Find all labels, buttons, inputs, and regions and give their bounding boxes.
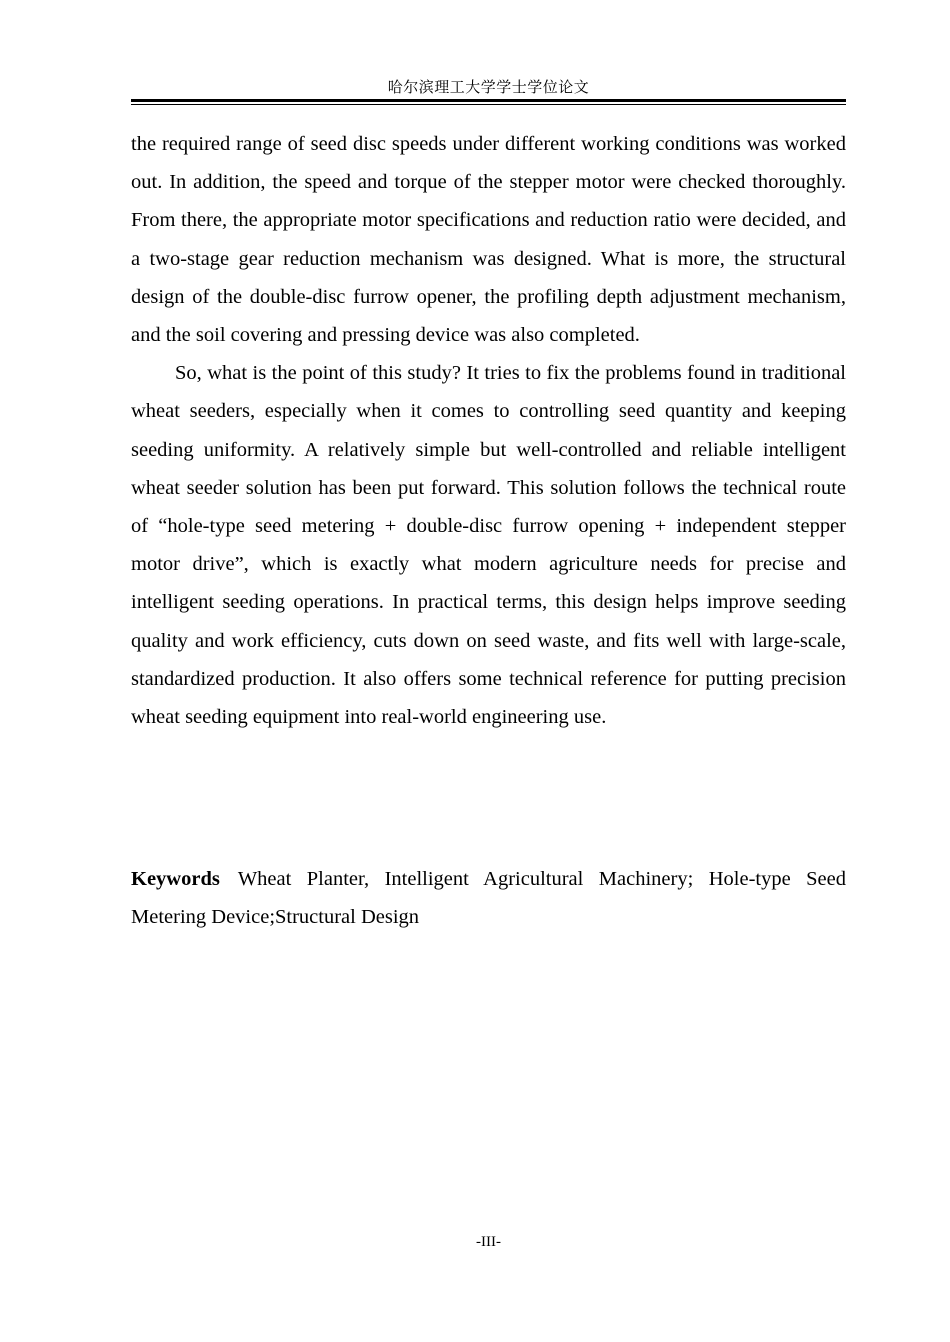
header-rule-thick xyxy=(131,99,846,102)
header-rule-thin xyxy=(131,104,846,105)
keywords-label: Keywords xyxy=(131,868,220,890)
keywords-text: Wheat Planter, Intelligent Agricultural Machinery; Hole-type Seed Metering Device;Structural Design xyxy=(131,868,846,929)
running-header: 哈尔滨理工大学学士学位论文 xyxy=(387,80,590,96)
abstract-body xyxy=(131,125,846,736)
page-number: -III- xyxy=(476,1234,501,1250)
paragraph-continuation: the required range of seed disc speeds under different working conditions was worked out. In addition, the speed and torque of the stepper motor were checked thoroughly. From there, the appropriate motor specifications and reduction ratio were decided, and a two-stage gear reduction mechanism was designed. What is more, the structural design of the double-disc furrow opener, the profiling depth adjustment mechanism, and the soil covering and pressing device was also completed. xyxy=(131,133,846,347)
keywords-line xyxy=(131,860,846,936)
paragraph-significance: So, what is the point of this study? It tries to fix the problems found in traditional wheat seeders, especially when it comes to controlling seed quantity and keeping seeding uniformity. A relatively simple but well-controlled and reliable intelligent wheat seeder solution has been put forward. This solution follows the technical route of “hole-type seed metering + double-disc furrow opening + independent stepper motor drive”, which is exactly what modern agriculture needs for precise and intelligent seeding operations. In practical terms, this design helps improve seeding quality and work efficiency, cuts down on seed waste, and fits well with large-scale, standardized production. It also offers some technical reference for putting precision wheat seeding equipment into real-world engineering use. xyxy=(131,362,846,729)
